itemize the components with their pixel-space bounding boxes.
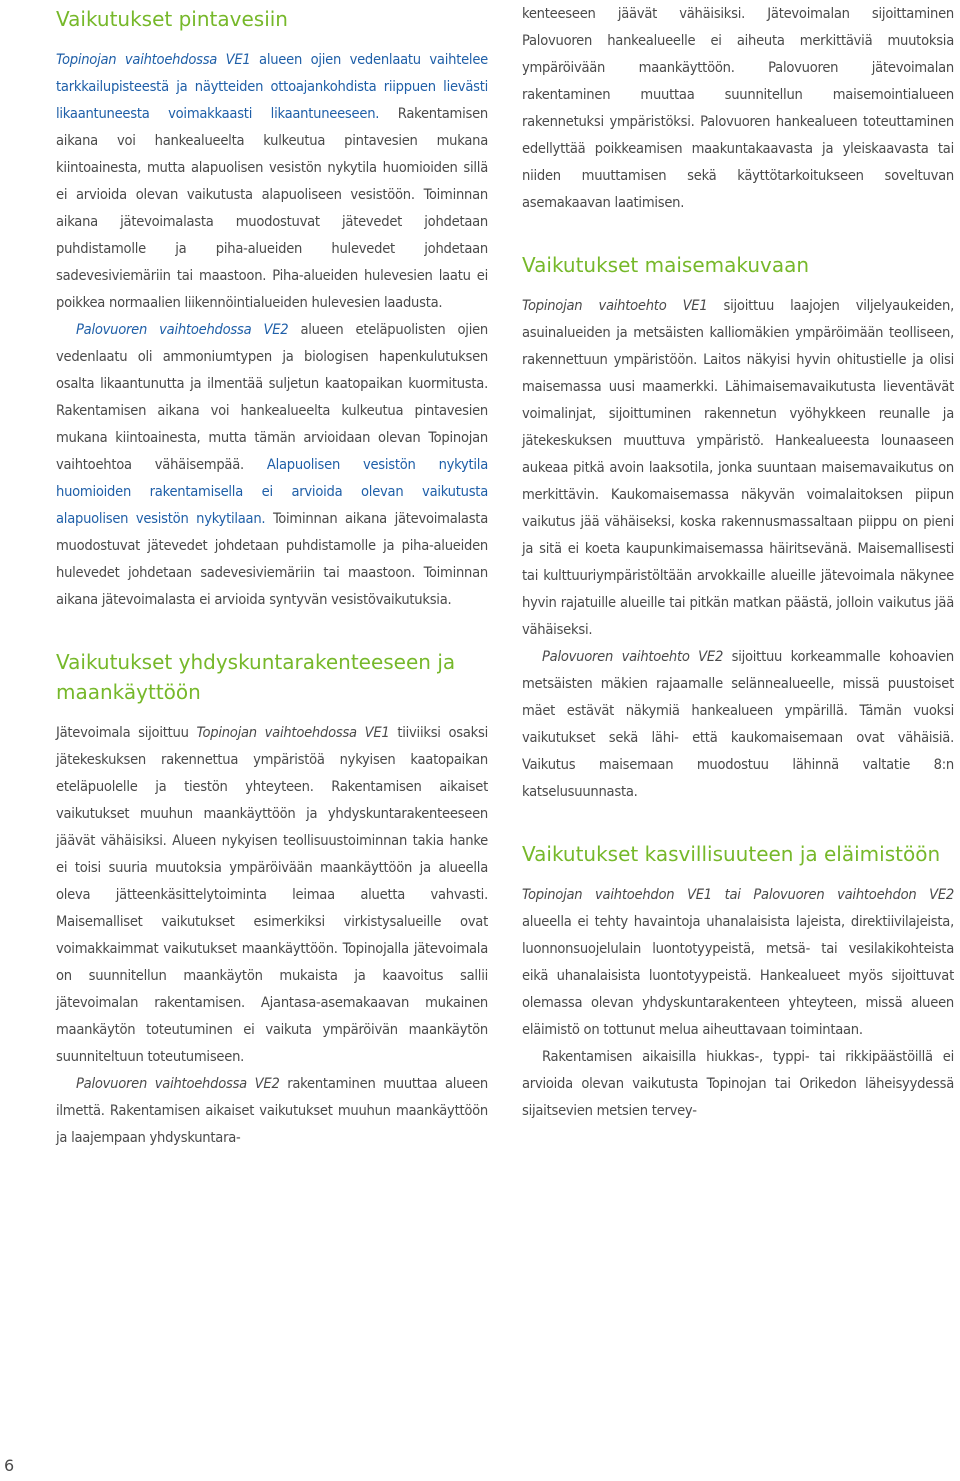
- text-run: kenteeseen jäävät vähäisiksi. Jätevoimalan sijoittaminen Palovuoren hankealueelle ei aiheuta merkittäviä muutoksia ympäröivään maankäyttöön. Palovuoren jätevoimalan rakentaminen muuttaa suunnitellun maisemointialueen rakennetuksi ympäristöksi. Palovuoren hankealueen toteuttaminen edellyttää poikkeamisen maakuntakaavasta ja yleiskaavasta tai niiden muuttamisen sekä käyttötarkoitukseen soveltuvan asemakaavan laatimisen.: [522, 5, 954, 211]
- text-run: sijoittuu korkeammalle kohoavien metsäisten mäkien rajaamalle selännealueelle, missä puustoiset mäet estävät näkymiä hankealueen ympärillä. Tämän vuoksi vaikutukset sekä lähi- että kaukomaisemaan ovat vähäisiä. Vaikutus maisemaan muodostuu lähinnä valtatie 8:n katselusuunnasta.: [522, 648, 954, 800]
- text-run: Toiminnan aikana jätevoimalasta muodostuvat jätevedet johdetaan puhdistamolle ja piha-alueiden hulevedet johdetaan sadevesiviemäriin tai maastoon. Toiminnan aikana jätevoimalasta ei arvioida syntyvän vesistövaikutuksia.: [56, 510, 488, 608]
- text-run: alueella ei tehty havaintoja uhanalaisista lajeista, direktiivilajeista, luonnonsuojelulain luontotyypeistä, metsä- tai vesilakikohteista eikä uhanalaisista luontotyypeistä. Hankealueet myös sijoittuvat olemassa olevan yhdyskuntarakenteen yhteyteen, missä alueen eläimistö on tottunut melua aiheuttavaan toimintaan.: [522, 913, 954, 1038]
- text-run: Palovuoren vaihtoehdossa VE2: [76, 1075, 280, 1092]
- text-run: tiiviiksi osaksi jätekeskuksen rakennettua ympäristöä nykyisen kaatopaikan eteläpuolelle ja tiestön yhteyteen. Rakentamisen aikaiset vaikutukset muuhun maankäyttöön ja yhdyskuntarakenteeseen jäävät vähäisiksi. Alueen nykyisen teollisuustoiminnan takia hanke ei toisi suuria muutoksia ympäröivään maankäyttöön ja alueella oleva jätteenkäsittelytoiminta leimaa aluetta vahvasti. Maisemalliset vaikutukset esimerkiksi virkistysalueille ovat voimakkaimmat vaikutukset maankäyttöön. Topinojalla jätevoimala on suunnitellun maankäytön mukaista ja kaavoitus sallii jätevoimalan rakentamisen. Ajantasa-asemakaavan mukainen maankäytön toteutuminen ei vaikuta ympäröivän maankäytön suunniteltuun toteutumiseen.: [56, 724, 488, 1065]
- paragraph-construction-emissions: [522, 1043, 954, 1124]
- text-run: Alapuolisen vesistön nykytila huomioiden rakentamisella ei arvioida olevan vaikutusta alapuolisen vesistön nykytilaan.: [56, 456, 488, 527]
- text-run: Rakentamisen aikaisilla hiukkas-, typpi- tai rikkipäästöillä ei arvioida olevan vaikutusta Topinojan tai Orikedon läheisyydessä sijaitsevien metsien tervey-: [522, 1048, 954, 1119]
- right-column: [522, 0, 954, 1124]
- paragraph-surface-waters-ve1: [56, 46, 488, 316]
- text-run: alueen eteläpuolisten ojien vedenlaatu oli ammoniumtypen ja biologisen hapenkulutuksen osalta likaantunutta ja ilmentää suljetun kaatopaikan kuormitusta.: [56, 321, 488, 392]
- text-run: Topinojan vaihtoehdon VE1 tai Palovuoren vaihtoehdon VE2: [522, 886, 954, 903]
- paragraph-landscape-ve1: [522, 292, 954, 643]
- paragraph-land-use-ve1: [56, 719, 488, 1070]
- heading-community-structure: Vaikutukset yhdyskuntarakenteeseen ja maankäyttöön: [56, 650, 456, 704]
- text-run: Palovuoren vaihtoehto VE2: [542, 648, 724, 665]
- text-run: Rakentamisen aikana voi hankealueelta kulkeutua pintavesien mukana kiintoainesta, mutta tämän arvioidaan olevan Topinojan vaihtoehtoa vähäisempää.: [56, 402, 488, 473]
- text-run: Topinojan vaihtoehdossa VE1: [56, 51, 251, 68]
- heading-flora-fauna: Vaikutukset kasvillisuuteen ja eläimistöön: [522, 842, 941, 866]
- text-run: Jätevoimala sijoittuu: [56, 724, 197, 741]
- heading-surface-waters: Vaikutukset pintavesiin: [56, 7, 288, 31]
- left-column: [56, 0, 488, 1151]
- paragraph-land-use-continued: [522, 0, 954, 216]
- paragraph-surface-waters-ve2: [56, 316, 488, 613]
- text-run: Topinojan vaihtoehto VE1: [522, 297, 708, 314]
- paragraph-land-use-ve2: [56, 1070, 488, 1151]
- page-number: 6: [4, 1456, 15, 1475]
- heading-landscape: Vaikutukset maisemakuvaan: [522, 253, 810, 277]
- text-run: sijoittuu laajojen viljelyaukeiden, asuinalueiden ja metsäisten kalliomäkien ympäröimään teolliseen, rakennettuun ympäristöön. Laitos näkyisi hyvin ohitustielle ja olisi maisemassa uusi maamerkki. Lähimaisemavaikutusta lieventävät voimalinjat, sijoittuminen rakennetun vyöhykkeen reunalle ja jätekeskuksen muuttuva ympäristö. Hankealueesta lounaaseen aukeaa pitkä avoin laaksotila, jonka suuntaan maisemavaikutus on merkittävin. Kaukomaisemassa näkyvän voimalaitoksen piipun vaikutus jää vähäiseksi, koska rakennusmassaltaan piippu on pieni ja sitä ei koeta kaupunkimaisemassa häiritsevänä. Maisemallisesti tai kulttuuriympäristöltään arvokkaille alueille jätevoimala näkynee hyvin rajatuille alueille tai pitkän matkan päästä, jolloin vaikutus jää vähäiseksi.: [522, 297, 954, 638]
- paragraph-flora-fauna: [522, 881, 954, 1043]
- text-run: alueen ojien vedenlaatu vaihtelee tarkkailupisteestä ja näytteiden ottoajankohdista riippuen lievästi likaantuneesta voimakkaasti likaantuneeseen.: [56, 51, 488, 122]
- text-run: Topinojan vaihtoehdossa VE1: [196, 724, 390, 741]
- text-run: rakentaminen muuttaa alueen ilmettä. Rakentamisen aikaiset vaikutukset muuhun maankäyttöön ja laajempaan yhdyskuntara-: [56, 1075, 488, 1146]
- text-run: Palovuoren vaihtoehdossa VE2: [76, 321, 289, 338]
- text-run: Rakentamisen aikana voi hankealueelta kulkeutua pintavesien mukana kiintoainesta, mutta alapuolisen vesistön nykytila huomioiden sillä ei arvioida olevan vaikutusta alapuoliseen vesistöön. Toiminnan aikana jätevoimalasta muodostuvat jätevedet johdetaan puhdistamolle ja piha-alueiden hulevedet johdetaan sadevesiviemäriin tai maastoon. Piha-alueiden hulevesien laatu ei poikkea normaalien liikennöintialueiden hulevesien laadusta.: [56, 105, 488, 311]
- paragraph-landscape-ve2: [522, 643, 954, 805]
